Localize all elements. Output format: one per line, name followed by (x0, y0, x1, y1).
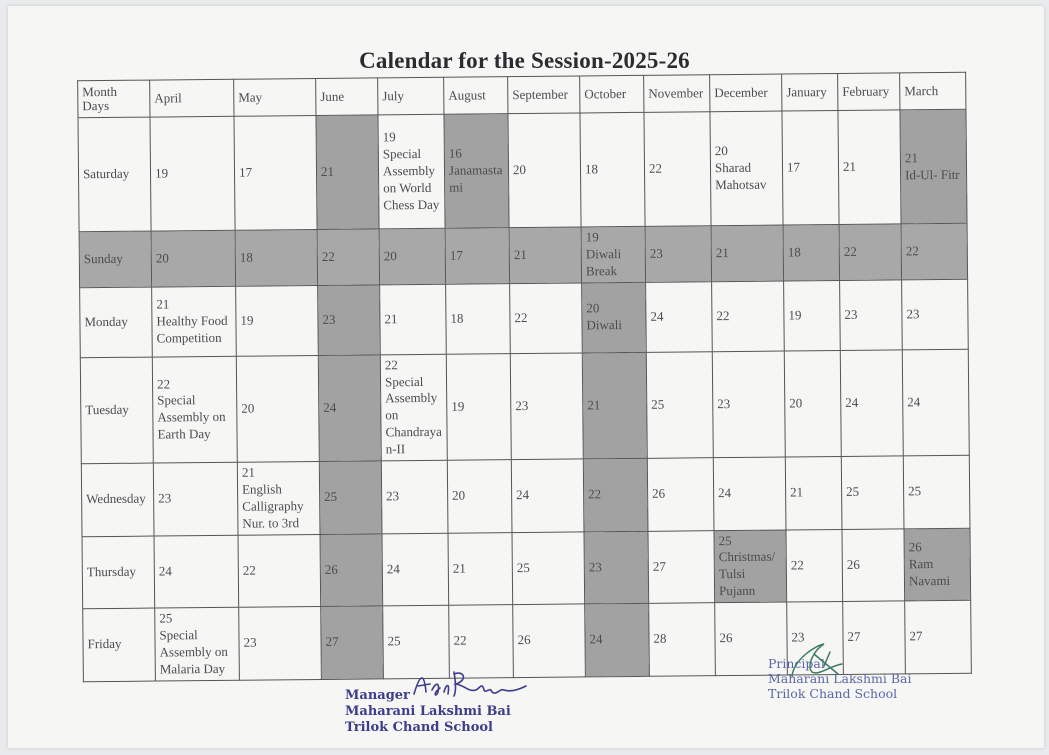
calendar-row-monday (80, 279, 969, 358)
date-cell (155, 607, 240, 680)
date-number: 25 (908, 483, 922, 499)
date-cell (840, 350, 903, 457)
calendar-row-tuesday (80, 349, 969, 464)
date-number: 24 (907, 394, 921, 410)
date-number: 19 (382, 129, 396, 145)
date-number: 26 (324, 561, 338, 577)
date-number: 22 (321, 248, 335, 264)
date-cell (900, 109, 967, 224)
date-number: 21 (241, 464, 255, 480)
date-cell (151, 230, 236, 286)
date-number: 23 (791, 629, 805, 645)
date-cell (648, 530, 715, 603)
date-number: 17 (238, 164, 253, 180)
date-number: 18 (239, 249, 253, 265)
date-number: 22 (588, 486, 602, 502)
event-note: Special Assembly on World Chess Day (382, 146, 440, 213)
date-number: 27 (847, 629, 861, 645)
date-cell (317, 229, 380, 285)
date-number: 26 (652, 485, 666, 502)
date-number: 25 (651, 396, 665, 412)
date-cell (842, 528, 905, 601)
date-number: 22 (156, 375, 171, 392)
date-cell (447, 460, 512, 533)
date-cell (380, 354, 447, 461)
month-header: June (316, 78, 378, 116)
manager-signature-icon (410, 664, 530, 704)
event-note: Christmas/ Tulsi Pujann (718, 549, 776, 599)
date-number: 20 (586, 300, 600, 316)
date-number: 28 (653, 631, 667, 647)
month-header: October (580, 75, 644, 113)
date-cell (585, 603, 650, 676)
month-header: March (900, 72, 966, 110)
date-cell (511, 459, 584, 532)
date-cell (713, 457, 786, 530)
date-cell (239, 607, 322, 680)
date-number: 20 (789, 395, 803, 411)
date-number: 20 (714, 143, 728, 159)
date-number: 21 (904, 149, 918, 165)
date-cell (152, 286, 237, 357)
date-cell (380, 284, 447, 355)
date-number: 21 (842, 158, 857, 174)
date-number: 16 (448, 145, 462, 161)
date-cell (714, 530, 787, 603)
date-number: 21 (587, 397, 601, 413)
date-number: 23 (588, 559, 602, 575)
date-cell (508, 113, 581, 228)
date-cell (382, 533, 449, 606)
date-number: 25 (516, 559, 530, 575)
date-number: 21 (513, 246, 527, 262)
date-number: 19 (788, 307, 802, 323)
principal-label: Principal (768, 656, 825, 671)
date-cell (448, 532, 513, 605)
date-cell (649, 603, 716, 676)
date-cell (782, 110, 839, 225)
date-number: 25 (159, 610, 173, 626)
date-cell (321, 606, 384, 679)
date-number: 19 (451, 398, 465, 414)
calendar-row-saturday (78, 109, 967, 232)
event-note: Diwali Break (585, 245, 622, 279)
date-cell (785, 456, 842, 529)
session-calendar-table (77, 72, 972, 682)
days-label: Days (82, 97, 110, 114)
date-number: 18 (787, 244, 801, 260)
calendar-row-thursday (82, 528, 971, 609)
date-number: 20 (383, 248, 397, 264)
date-cell (152, 356, 237, 463)
day-label: Tuesday (80, 357, 153, 464)
date-cell (644, 112, 711, 227)
date-number: 21 (715, 244, 729, 261)
date-number: 23 (322, 311, 336, 327)
date-cell (646, 281, 713, 352)
date-cell (444, 114, 509, 229)
date-cell (786, 529, 843, 602)
date-number: 23 (717, 395, 731, 412)
date-number: 21 (790, 484, 804, 500)
date-cell (582, 352, 647, 459)
calendar-body (78, 109, 971, 681)
month-header: July (378, 77, 444, 115)
date-cell (510, 353, 583, 460)
date-cell (903, 455, 970, 528)
date-number: 24 (650, 308, 664, 324)
date-number: 17 (449, 247, 463, 263)
day-label: Monday (80, 287, 153, 358)
date-cell (237, 461, 320, 534)
date-number: 23 (243, 635, 257, 651)
date-cell (510, 283, 583, 354)
date-number: 26 (846, 556, 860, 572)
date-cell (839, 224, 902, 280)
date-number: 24 (516, 487, 530, 503)
date-cell (150, 116, 235, 231)
date-number: 24 (158, 563, 172, 579)
month-header: December (710, 74, 782, 112)
date-number: 22 (790, 557, 804, 573)
month-label: Month (82, 83, 117, 100)
date-cell (509, 227, 582, 283)
date-cell (318, 285, 381, 356)
date-cell (581, 226, 646, 282)
month-header: September (508, 76, 580, 114)
date-cell (710, 111, 783, 226)
date-number: 24 (323, 399, 337, 415)
date-number: 24 (718, 485, 732, 501)
date-number: 20 (512, 162, 527, 178)
principal-school-line-2: Trilok Chand School (768, 686, 898, 701)
date-number: 20 (241, 400, 255, 416)
date-number: 22 (514, 309, 528, 325)
date-number: 23 (515, 397, 529, 413)
date-cell (381, 460, 448, 533)
date-cell (582, 282, 647, 353)
date-cell (580, 112, 645, 227)
date-cell (583, 458, 648, 531)
month-days-header (78, 80, 150, 118)
date-number: 19 (240, 312, 254, 328)
date-cell (234, 115, 317, 230)
date-number: 18 (450, 310, 464, 326)
date-cell (445, 228, 510, 284)
event-note: Special Assembly on Malaria Day (159, 627, 228, 677)
date-cell (318, 355, 381, 462)
event-note: Special Assembly on Earth Day (157, 392, 226, 442)
calendar-row-sunday (79, 223, 967, 287)
date-number: 25 (718, 532, 732, 548)
date-number: 23 (844, 306, 858, 322)
date-cell (154, 535, 239, 608)
date-cell (712, 351, 785, 458)
date-number: 22 (716, 307, 730, 323)
date-number: 17 (786, 159, 801, 175)
manager-school-line-2: Trilok Chand School (345, 720, 493, 735)
date-number: 18 (584, 161, 599, 177)
date-number: 26 (517, 632, 531, 648)
date-number: 27 (909, 628, 923, 644)
date-cell (646, 351, 713, 458)
date-number: 23 (906, 305, 920, 322)
date-number: 24 (386, 561, 400, 577)
date-cell (512, 532, 585, 605)
date-cell (838, 110, 901, 225)
date-number: 25 (846, 484, 860, 500)
date-cell (446, 353, 511, 460)
date-number: 23 (649, 245, 663, 261)
date-cell (784, 350, 841, 457)
date-cell (647, 458, 714, 531)
date-number: 23 (158, 490, 172, 506)
date-number: 27 (652, 558, 666, 574)
event-note: Janamasta mi (448, 162, 503, 195)
date-cell (712, 281, 785, 352)
date-number: 22 (843, 243, 857, 259)
date-cell (711, 225, 784, 281)
day-label: Saturday (78, 117, 151, 232)
date-cell (316, 115, 379, 230)
date-cell (901, 223, 968, 279)
day-label: Sunday (79, 231, 152, 287)
date-number: 22 (242, 562, 256, 578)
date-cell (905, 600, 972, 673)
month-header: August (444, 77, 508, 115)
date-cell (645, 226, 712, 282)
date-cell (840, 280, 903, 351)
event-note: Diwali (586, 317, 622, 333)
manager-label: Manager (345, 688, 410, 703)
date-cell (904, 528, 971, 601)
date-cell (446, 283, 511, 354)
date-number: 24 (589, 631, 603, 647)
date-cell (153, 462, 238, 535)
date-cell (235, 229, 318, 285)
date-number: 25 (324, 489, 338, 505)
event-note: Id-Ul- Fitr (905, 166, 960, 182)
date-number: 27 (325, 634, 339, 650)
event-note: Ram Navami (908, 555, 951, 589)
page-title: Calendar for the Session-2025-26 (359, 48, 690, 73)
date-number: 20 (452, 487, 466, 504)
date-cell (319, 461, 382, 534)
day-label: Thursday (82, 536, 155, 609)
date-number: 26 (908, 539, 922, 555)
date-number: 26 (719, 630, 733, 646)
date-cell (236, 355, 319, 462)
date-number: 22 (453, 633, 467, 649)
date-cell (584, 531, 649, 604)
month-header: May (234, 78, 316, 116)
date-cell (320, 533, 383, 606)
date-cell (236, 285, 319, 356)
event-note: Special Assembly on Chandraya n-II (384, 373, 442, 457)
month-header: February (838, 73, 900, 111)
date-cell (902, 349, 969, 456)
date-cell (841, 456, 904, 529)
date-number: 22 (648, 160, 663, 176)
event-note: Healthy Food Competition (156, 312, 228, 346)
date-cell (902, 279, 969, 350)
date-number: 21 (156, 296, 170, 312)
date-number: 19 (585, 229, 599, 245)
event-note: Sharad Mahotsav (714, 159, 767, 193)
date-cell (784, 280, 841, 351)
calendar-row-wednesday (81, 455, 970, 536)
principal-signature-icon (784, 636, 854, 684)
manager-school-line-1: Maharani Lakshmi Bai (345, 704, 511, 719)
date-number: 22 (905, 243, 919, 259)
principal-school-line-1: Maharani Lakshmi Bai (768, 671, 912, 686)
date-number: 20 (155, 250, 169, 266)
date-number: 21 (384, 310, 398, 327)
date-number: 19 (154, 165, 169, 181)
month-header: April (150, 79, 234, 117)
day-label: Friday (83, 608, 156, 681)
date-cell (238, 534, 321, 607)
date-cell (378, 114, 445, 229)
date-number: 21 (452, 560, 466, 576)
date-number: 24 (845, 394, 859, 410)
day-label: Wednesday (81, 463, 154, 536)
date-cell (783, 224, 840, 280)
date-cell (379, 228, 446, 284)
date-number: 21 (320, 163, 335, 179)
event-note: English Calligraphy Nur. to 3rd (241, 481, 304, 531)
month-header: January (782, 73, 838, 111)
date-number: 25 (387, 633, 401, 649)
month-header: November (644, 75, 710, 113)
date-number: 23 (386, 488, 400, 504)
date-number: 22 (384, 356, 398, 373)
